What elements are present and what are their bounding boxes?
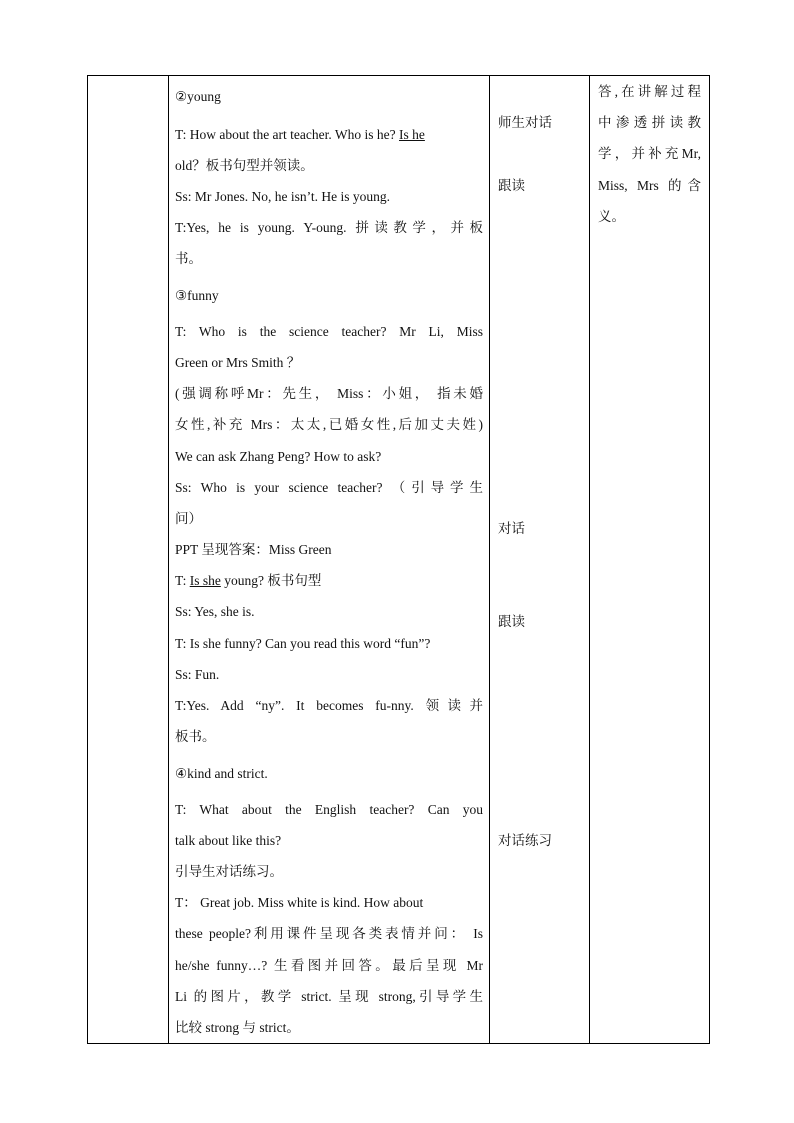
note-line: 义。 — [598, 209, 625, 224]
procedure-line: 女性,补充 Mrs：太太,已婚女性,后加丈夫姓) — [175, 417, 483, 432]
underlined-sentence-pattern: Is he — [399, 127, 425, 142]
procedure-line: 问） — [175, 511, 202, 526]
procedure-line: ②young — [175, 89, 221, 104]
procedure-line: T:Yes, he is young. Y-oung. 拼读教学，并板 — [175, 220, 483, 235]
note-line: 答,在讲解过程 — [598, 84, 701, 99]
notes-cell — [590, 76, 710, 1044]
procedure-text: young? 板书句型 — [220, 573, 322, 588]
procedure-line: 板书。 — [175, 729, 216, 744]
note-line: 学，并补充Mr, — [598, 146, 701, 161]
procedure-line: talk about like this? — [175, 833, 282, 848]
procedure-text: T: How about the art teacher. Who is he? — [175, 127, 400, 142]
activity-label: 师生对话 — [498, 115, 552, 130]
procedure-line: Li 的图片，教学 strict. 呈现 strong,引导学生 — [175, 989, 483, 1004]
underlined-sentence-pattern: Is she — [189, 573, 221, 588]
procedure-line: 引导生对话练习。 — [175, 864, 283, 879]
procedure-line: he/she funny…? 生看图并回答。最后呈现 Mr — [175, 958, 483, 973]
activity-label: 跟读 — [498, 614, 525, 629]
activity-label: 对话 — [498, 521, 525, 536]
activity-label: 跟读 — [498, 178, 525, 193]
procedure-text: T: — [175, 573, 190, 588]
note-line: Miss, Mrs 的含 — [598, 178, 701, 193]
procedure-line: (强调称呼Mr：先生， Miss：小姐， 指未婚 — [175, 386, 483, 401]
lesson-plan-table — [87, 75, 710, 1044]
procedure-line — [175, 572, 483, 590]
procedure-line: T:Yes. Add “ny”. It becomes fu-nny. 领读并 — [175, 698, 483, 713]
procedure-line: Green or Mrs Smith ？ — [175, 355, 301, 370]
procedure-line: T: Who is the science teacher? Mr Li, Miss — [175, 324, 483, 339]
activity-label: 对话练习 — [498, 833, 552, 848]
procedure-line: 比较 strong 与 strict。 — [175, 1020, 300, 1035]
procedure-line: Ss: Mr Jones. No, he isn’t. He is young. — [175, 189, 391, 204]
procedure-line: T： Great job. Miss white is kind. How about — [175, 895, 424, 910]
procedure-line: old？板书句型并领读。 — [175, 158, 314, 173]
procedure-line: 书。 — [175, 251, 202, 266]
procedure-line: Ss: Yes, she is. — [175, 604, 255, 619]
procedure-line: T: Is she funny? Can you read this word “fun”? — [175, 636, 431, 651]
table-row — [88, 76, 710, 1044]
procedure-line: ③funny — [175, 288, 219, 303]
procedure-cell — [169, 76, 490, 1044]
procedure-line: these people?利用课件呈现各类表情并问： Is — [175, 926, 483, 941]
procedure-line: Ss: Who is your science teacher? （引导学生 — [175, 480, 483, 495]
stage-cell — [88, 76, 169, 1044]
procedure-line — [175, 126, 483, 144]
procedure-line: ④kind and strict. — [175, 766, 268, 781]
procedure-line: T: What about the English teacher? Can you — [175, 802, 483, 817]
procedure-line: PPT 呈现答案：Miss Green — [175, 542, 332, 557]
procedure-line: Ss: Fun. — [175, 667, 220, 682]
procedure-line: We can ask Zhang Peng? How to ask? — [175, 449, 382, 464]
note-line: 中渗透拼读教 — [598, 115, 701, 130]
activity-cell — [490, 76, 590, 1044]
